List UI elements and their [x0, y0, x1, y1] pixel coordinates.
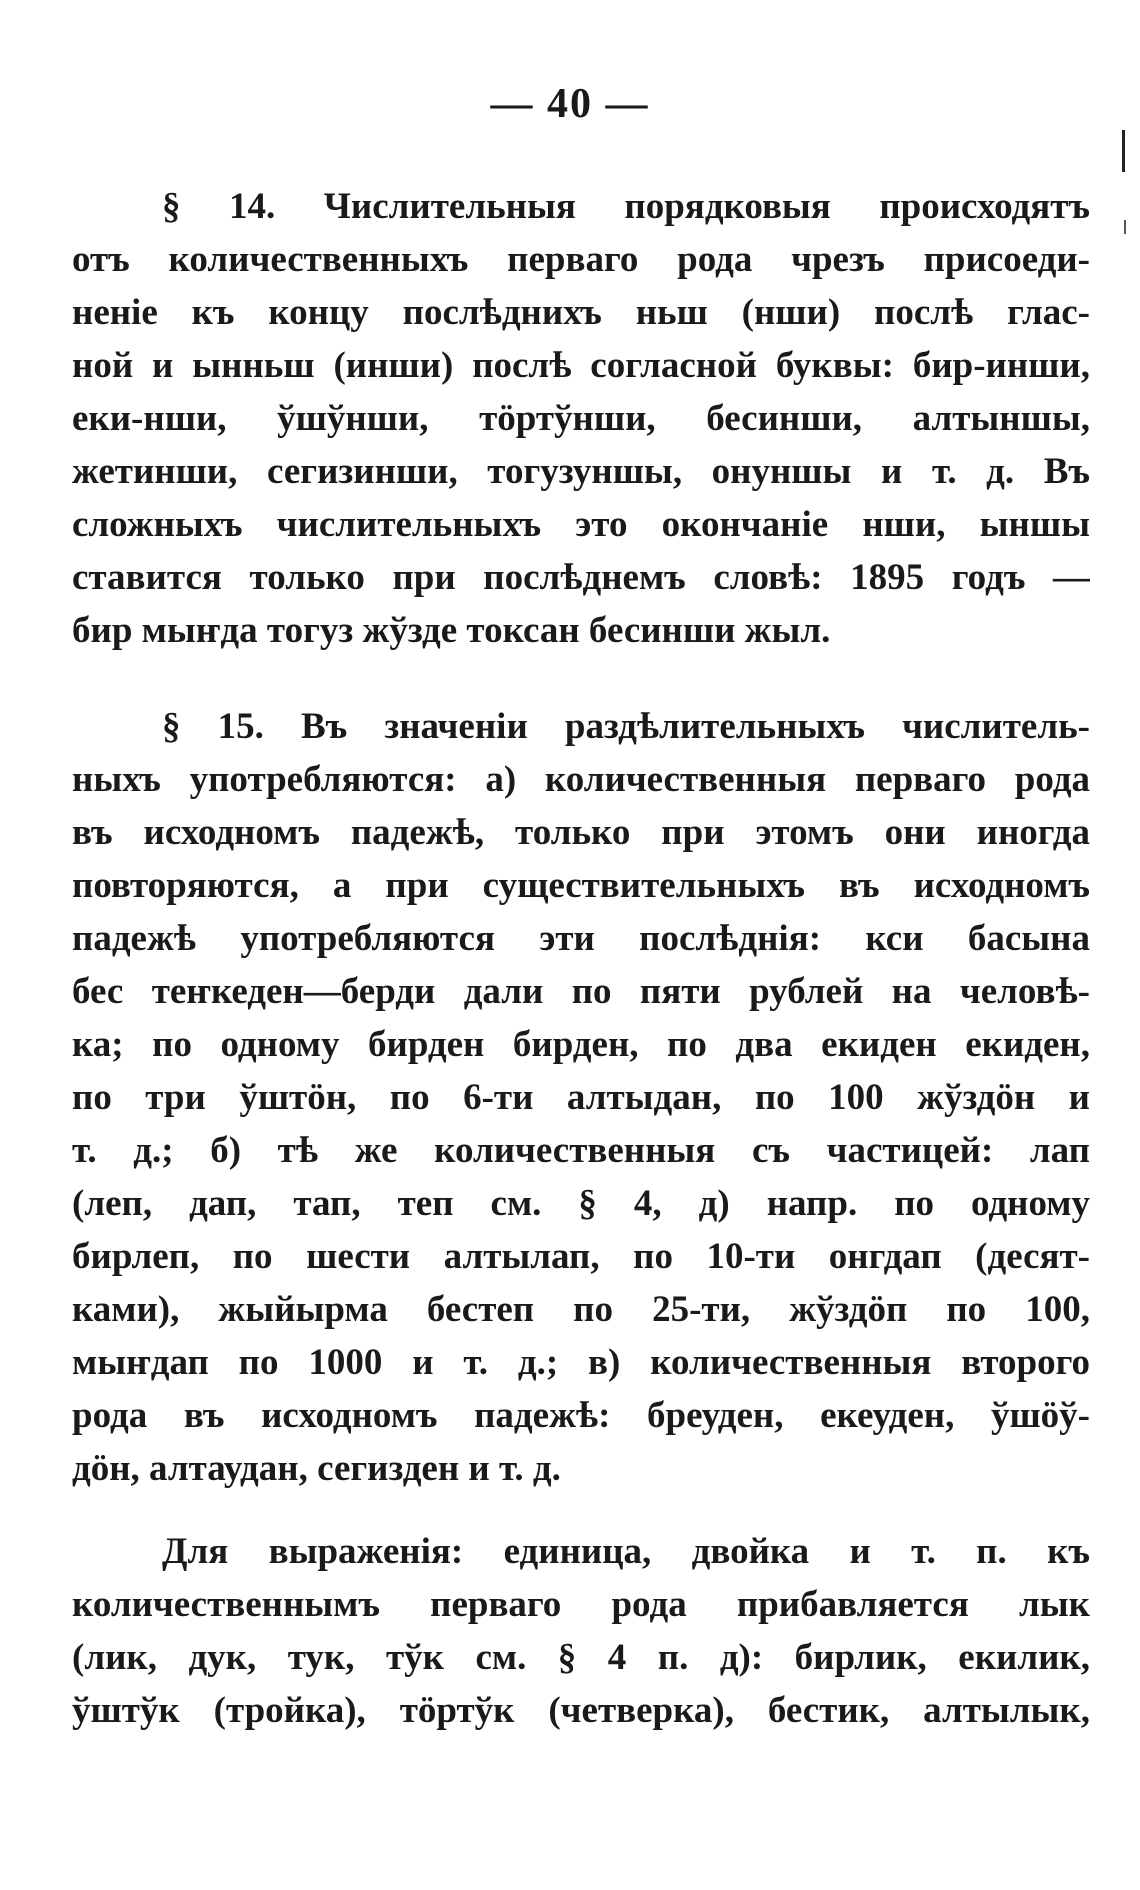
- text-line: дӧн, алтаудан, сегизден и т. д.: [72, 1448, 561, 1489]
- text-line: ўштўк (тройка), тӧртўк (четверка), бестик, алтылык,: [72, 1690, 1090, 1731]
- page-number: — 40 —: [490, 81, 650, 127]
- paragraph-units: [72, 1525, 1090, 1737]
- text-line: отъ количественныхъ перваго рода чрезъ присоеди-: [72, 239, 1090, 280]
- text-line: еки-нши, ўшўнши, тӧртўнши, бесинши, алтыншы,: [72, 398, 1090, 439]
- text-line: § 15. Въ значеніи раздѣлительныхъ числитель-: [162, 706, 1090, 747]
- text-line: бир мыҥда тогуз жўзде токсан бесинши жыл.: [72, 610, 831, 651]
- text-line: падежѣ употребляются эти послѣднія: кси басына: [72, 918, 1090, 959]
- text-line: сложныхъ числительныхъ это окончаніе нши, ыншы: [72, 504, 1090, 545]
- text-line: въ исходномъ падежѣ, только при этомъ они иногда: [72, 812, 1090, 853]
- text-line: § 14. Числительныя порядковыя происходятъ: [162, 186, 1090, 227]
- margin-mark: [1124, 220, 1126, 234]
- margin-mark: [1122, 130, 1125, 172]
- text-line: по три ўштӧн, по 6-ти алтыдан, по 100 жўздӧн и: [72, 1077, 1090, 1118]
- text-line: повторяются, а при существительныхъ въ исходномъ: [72, 865, 1090, 906]
- text-line: ставится только при послѣднемъ словѣ: 1895 годъ —: [72, 557, 1090, 598]
- text-line: мыҥдап по 1000 и т. д.; в) количественныя второго: [72, 1342, 1090, 1383]
- text-line: ками), жыйырма бестеп по 25-ти, жўздӧп по 100,: [72, 1289, 1090, 1330]
- text-line: ка; по одному бирден бирден, по два екиден екиден,: [72, 1024, 1090, 1065]
- paragraph-15: [72, 700, 1090, 1495]
- text-line: (леп, дап, тап, теп см. § 4, д) напр. по одному: [72, 1183, 1090, 1224]
- text-line: т. д.; б) тѣ же количественныя съ частицей: лап: [72, 1130, 1090, 1171]
- paragraph-14: [72, 180, 1090, 657]
- text-line: ной и ынньш (инши) послѣ согласной буквы: бир-инши,: [72, 345, 1090, 386]
- text-line: ныхъ употребляются: а) количественныя перваго рода: [72, 759, 1090, 800]
- text-line: бес теҥкеден—берди дали по пяти рублей на человѣ-: [72, 971, 1090, 1012]
- text-line: (лик, дук, тук, тўк см. § 4 п. д): бирлик, екилик,: [72, 1637, 1090, 1678]
- text-line: количественнымъ перваго рода прибавляется лык: [72, 1584, 1090, 1625]
- text-line: рода въ исходномъ падежѣ: бреуден, екеуден, ўшӧў-: [72, 1395, 1090, 1436]
- text-line: Для выраженія: единица, двойка и т. п. къ: [162, 1531, 1090, 1572]
- text-line: жетинши, сегизинши, тогузуншы, онуншы и т. д. Въ: [72, 451, 1090, 492]
- text-line: неніе къ концу послѣднихъ ньш (нши) послѣ глас-: [72, 292, 1090, 333]
- text-line: бирлеп, по шести алтылап, по 10-ти онгдап (десят-: [72, 1236, 1090, 1277]
